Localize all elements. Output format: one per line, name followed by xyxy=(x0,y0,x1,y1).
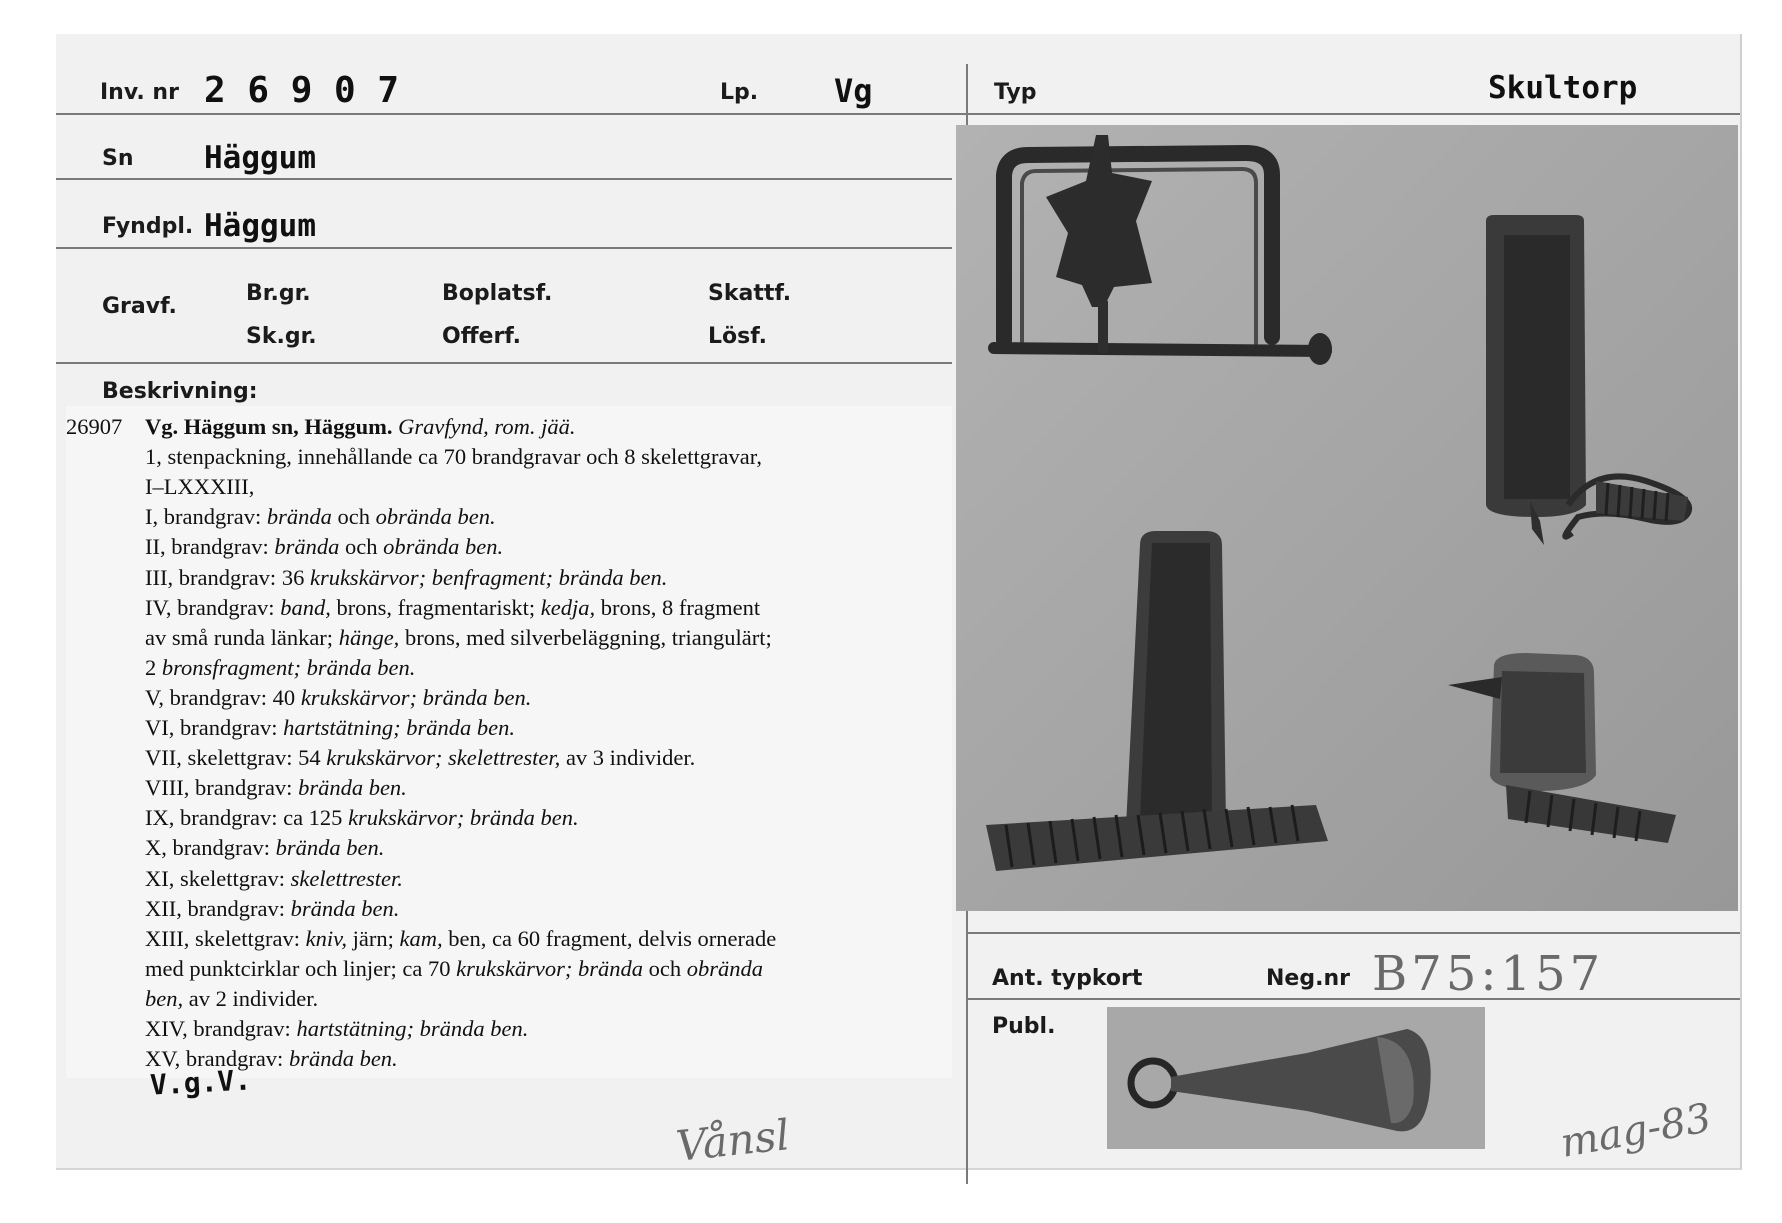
description-segment: obrända ben. xyxy=(383,534,504,560)
description-segment: ben, ca 60 fragment, delvis ornerade xyxy=(442,925,777,951)
description-segment: brända ben. xyxy=(290,895,400,921)
description-text xyxy=(145,534,503,560)
description-text xyxy=(145,715,515,741)
description-segment: I, brandgrav: xyxy=(145,504,267,530)
description-segment: XIV, brandgrav: xyxy=(145,1016,297,1041)
description-segment: av små runda länkar; xyxy=(145,624,339,650)
gravf-label: Gravf. xyxy=(102,294,177,319)
lp-value: Vg xyxy=(834,72,873,110)
fyndpl-value: Häggum xyxy=(204,208,316,244)
description-segment: brända ben. xyxy=(288,1046,398,1072)
description-segment: krukskärvor; benfragment; brända ben. xyxy=(309,564,668,590)
skattf-label: Skattf. xyxy=(708,281,792,306)
description-segment: brända ben. xyxy=(298,775,407,801)
description-segment: VII, skelettgrav: 54 xyxy=(145,745,327,771)
lp-label: Lp. xyxy=(720,80,759,105)
description-segment: 1, stenpackning, innehållande ca 70 brandgravar och 8 skelettgravar, xyxy=(145,444,762,470)
signature: Vånsl xyxy=(673,1110,792,1171)
description-segment: kniv, xyxy=(305,925,348,951)
description-segment: bronsfragment; brända ben. xyxy=(161,654,416,680)
description-segment: 2 xyxy=(145,654,162,680)
sn-label: Sn xyxy=(102,146,134,171)
description-segment: obrända ben. xyxy=(375,504,496,530)
description-segment: skelettrester. xyxy=(290,865,403,891)
description-text xyxy=(145,444,762,470)
description-segment: kedja, xyxy=(540,594,596,620)
description-text xyxy=(145,414,575,440)
description-text xyxy=(145,926,776,952)
description-segment: krukskärvor; brända xyxy=(456,955,644,981)
description-text xyxy=(145,775,407,801)
artifact-photo xyxy=(956,125,1738,911)
typ-label: Typ xyxy=(994,80,1037,105)
skgr-label: Sk.gr. xyxy=(246,324,317,349)
description-segment: III, brandgrav: 36 xyxy=(145,564,310,590)
description-segment: krukskärvor; brända ben. xyxy=(348,805,579,831)
description-segment: V, brandgrav: 40 xyxy=(145,684,301,710)
rule-fyndpl xyxy=(56,247,952,249)
neg-nr-label: Neg.nr xyxy=(1266,966,1350,991)
description-text xyxy=(145,685,531,711)
offerf-label: Offerf. xyxy=(442,324,522,349)
inv-nr-value: 2 6 9 0 7 xyxy=(204,70,400,111)
losf-label: Lösf. xyxy=(708,324,767,349)
inv-nr-label: Inv. nr xyxy=(100,80,179,105)
description-slip xyxy=(66,406,952,1078)
description-segment: brända xyxy=(266,504,332,530)
description-segment: järn; xyxy=(347,925,400,951)
pendant-photo xyxy=(1107,1007,1485,1149)
description-segment: XII, brandgrav: xyxy=(145,895,291,921)
description-segment: II, brandgrav: xyxy=(145,534,275,560)
description-segment: Vg. Häggum sn, Häggum. xyxy=(145,414,393,439)
description-segment: hartstätning; brända ben. xyxy=(296,1016,529,1041)
description-segment: med punktcirklar och linjer; ca 70 xyxy=(145,955,457,981)
description-segment: krukskärvor; skelettrester, xyxy=(326,745,561,771)
description-text xyxy=(145,474,254,500)
description-text xyxy=(145,956,763,982)
description-segment: VIII, brandgrav: xyxy=(145,775,299,801)
beskrivning-label: Beskrivning: xyxy=(102,379,258,404)
rule-ant xyxy=(968,932,1740,934)
description-text xyxy=(145,986,318,1012)
rule-gravf xyxy=(56,362,952,364)
description-text xyxy=(145,896,399,922)
description-text xyxy=(145,1016,528,1042)
description-segment: brända ben. xyxy=(275,835,385,861)
neg-nr-value: B75:157 xyxy=(1372,946,1605,1002)
rule-publ xyxy=(968,998,1740,1000)
description-segment: hartstätning; brända ben. xyxy=(283,715,515,740)
description-segment: IV, brandgrav: xyxy=(145,594,281,620)
description-text xyxy=(145,565,667,591)
sn-value: Häggum xyxy=(204,140,316,176)
description-segment: brons, fragmentariskt; xyxy=(330,594,541,620)
rule-header xyxy=(56,113,1740,115)
artifact-photo-image xyxy=(956,125,1738,911)
description-segment: band, xyxy=(280,594,331,620)
description-text xyxy=(145,835,384,861)
typ-value: Skultorp xyxy=(1488,70,1638,106)
description-text xyxy=(145,625,772,651)
description-segment: obrända xyxy=(686,955,764,981)
description-text xyxy=(145,866,403,892)
description-segment: ben, xyxy=(145,985,184,1011)
stamp: V.g.V. xyxy=(149,1063,252,1102)
description-text xyxy=(145,805,579,831)
description-segment: hänge, xyxy=(338,624,400,650)
description-segment: av 2 individer. xyxy=(183,985,319,1011)
description-segment: och xyxy=(339,534,384,560)
description-text xyxy=(145,595,760,621)
description-segment: Gravfynd, rom. jää. xyxy=(398,414,576,439)
description-text xyxy=(145,504,496,530)
description-segment: brända xyxy=(274,534,340,560)
description-segment: krukskärvor; brända ben. xyxy=(300,684,532,710)
boplatsf-label: Boplatsf. xyxy=(442,281,553,306)
description-segment: IX, brandgrav: ca 125 xyxy=(145,805,349,831)
description-segment: XV, brandgrav: xyxy=(145,1046,289,1072)
pendant-icon xyxy=(1107,1007,1485,1149)
description-segment: XIII, skelettgrav: xyxy=(145,925,306,951)
rule-sn xyxy=(56,178,952,180)
description-segment: brons, med silverbeläggning, triangulärt; xyxy=(399,624,772,650)
description-text xyxy=(145,655,415,681)
ant-typkort-label: Ant. typkort xyxy=(992,966,1143,991)
description-text xyxy=(145,745,695,771)
description-segment: och xyxy=(643,955,687,981)
brgr-label: Br.gr. xyxy=(246,281,311,306)
description-number: 26907 xyxy=(66,414,123,439)
description-segment: och xyxy=(331,504,376,530)
description-segment: XI, skelettgrav: xyxy=(145,865,291,891)
description-segment: kam, xyxy=(399,925,443,951)
fyndpl-label: Fyndpl. xyxy=(102,214,194,239)
description-segment: brons, 8 fragment xyxy=(595,594,761,620)
description-segment: VI, brandgrav: xyxy=(145,715,284,740)
description-segment: X, brandgrav: xyxy=(145,835,276,861)
date-note: mag-83 xyxy=(1557,1095,1715,1167)
publ-label: Publ. xyxy=(992,1014,1056,1039)
description-segment: av 3 individer. xyxy=(560,745,696,771)
description-segment: I–LXXXIII, xyxy=(145,474,255,500)
